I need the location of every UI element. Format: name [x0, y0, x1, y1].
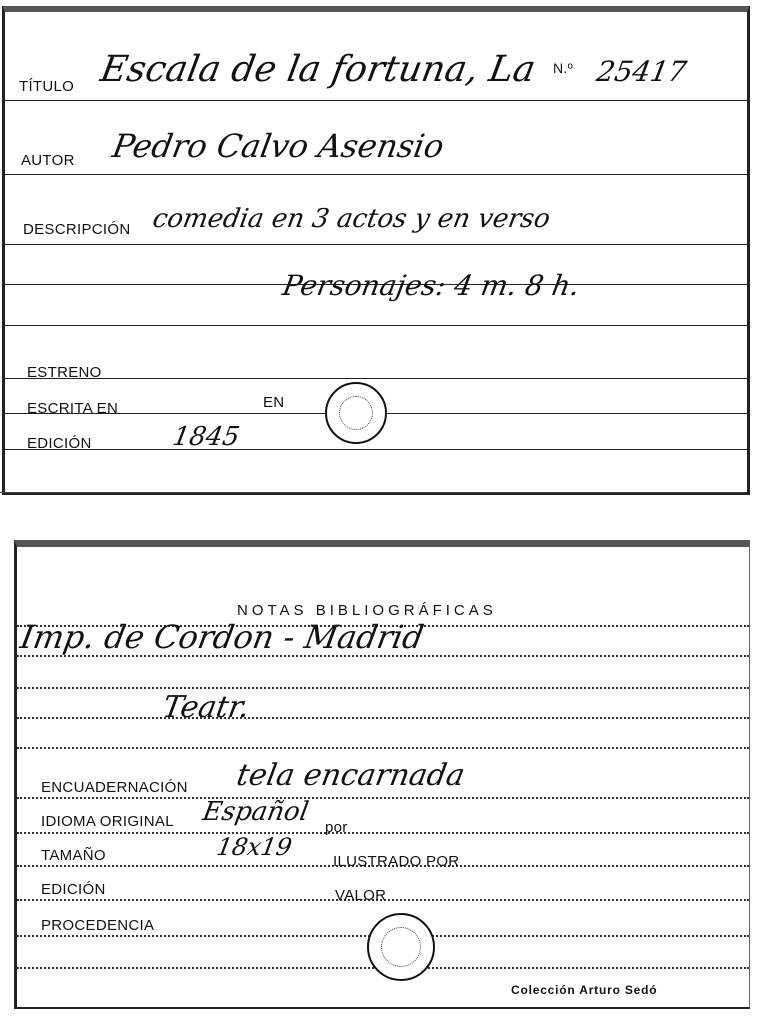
dotted-line [17, 797, 749, 799]
ilustrado-label: ILUSTRADO POR [333, 853, 460, 870]
notas-heading: NOTAS BIBLIOGRÁFICAS [237, 602, 497, 619]
collection-footer: Colección Arturo Sedó [511, 983, 658, 997]
catalog-card-back [14, 540, 750, 1009]
ruled-line [5, 244, 747, 245]
tamano-label: TAMAÑO [41, 847, 106, 864]
descripcion-value: comedia en 3 actos y en verso [150, 204, 553, 234]
procedencia-label: PROCEDENCIA [41, 917, 155, 934]
ruled-line [5, 174, 747, 175]
dotted-line [17, 687, 749, 689]
ruled-line [5, 100, 747, 101]
dotted-line [17, 832, 749, 834]
tamano-value: 18x19 [214, 833, 295, 861]
escrita-label: ESCRITA EN [27, 400, 119, 417]
autor-value: Pedro Calvo Asensio [109, 127, 447, 165]
titulo-label: TÍTULO [19, 78, 75, 95]
descripcion-extra: Personajes: 4 m. 8 h. [280, 269, 583, 302]
descripcion-label: DESCRIPCIÓN [23, 221, 131, 238]
idioma-label: IDIOMA ORIGINAL [41, 813, 174, 830]
edicion-value: 1845 [170, 422, 242, 452]
por-label: por [325, 819, 348, 836]
card-separator [0, 492, 745, 493]
titulo-value: Escala de la fortuna, La [97, 49, 539, 90]
dotted-line [17, 717, 749, 719]
dotted-line [17, 747, 749, 749]
idioma-value: Español [200, 797, 311, 827]
autor-label: AUTOR [21, 152, 75, 169]
estreno-label: ESTRENO [27, 364, 102, 381]
encuadernacion-label: ENCUADERNACIÓN [41, 779, 188, 796]
library-stamp [325, 382, 387, 444]
numero-label: N.º [553, 60, 574, 76]
en-label: EN [263, 394, 285, 411]
note-line-1: Imp. de Cordon - Madrid [17, 618, 427, 656]
ruled-line [5, 378, 747, 379]
note-line-2: Teatr. [160, 690, 253, 725]
catalog-card-front [2, 6, 750, 495]
library-stamp [367, 913, 435, 981]
edicion-label: EDICIÓN [41, 881, 106, 898]
edicion-label: EDICIÓN [27, 435, 92, 452]
numero-value: 25417 [594, 55, 690, 88]
ruled-line [5, 449, 747, 450]
valor-label: VALOR [335, 887, 387, 904]
encuadernacion-value: tela encarnada [234, 758, 468, 793]
ruled-line [5, 325, 747, 326]
